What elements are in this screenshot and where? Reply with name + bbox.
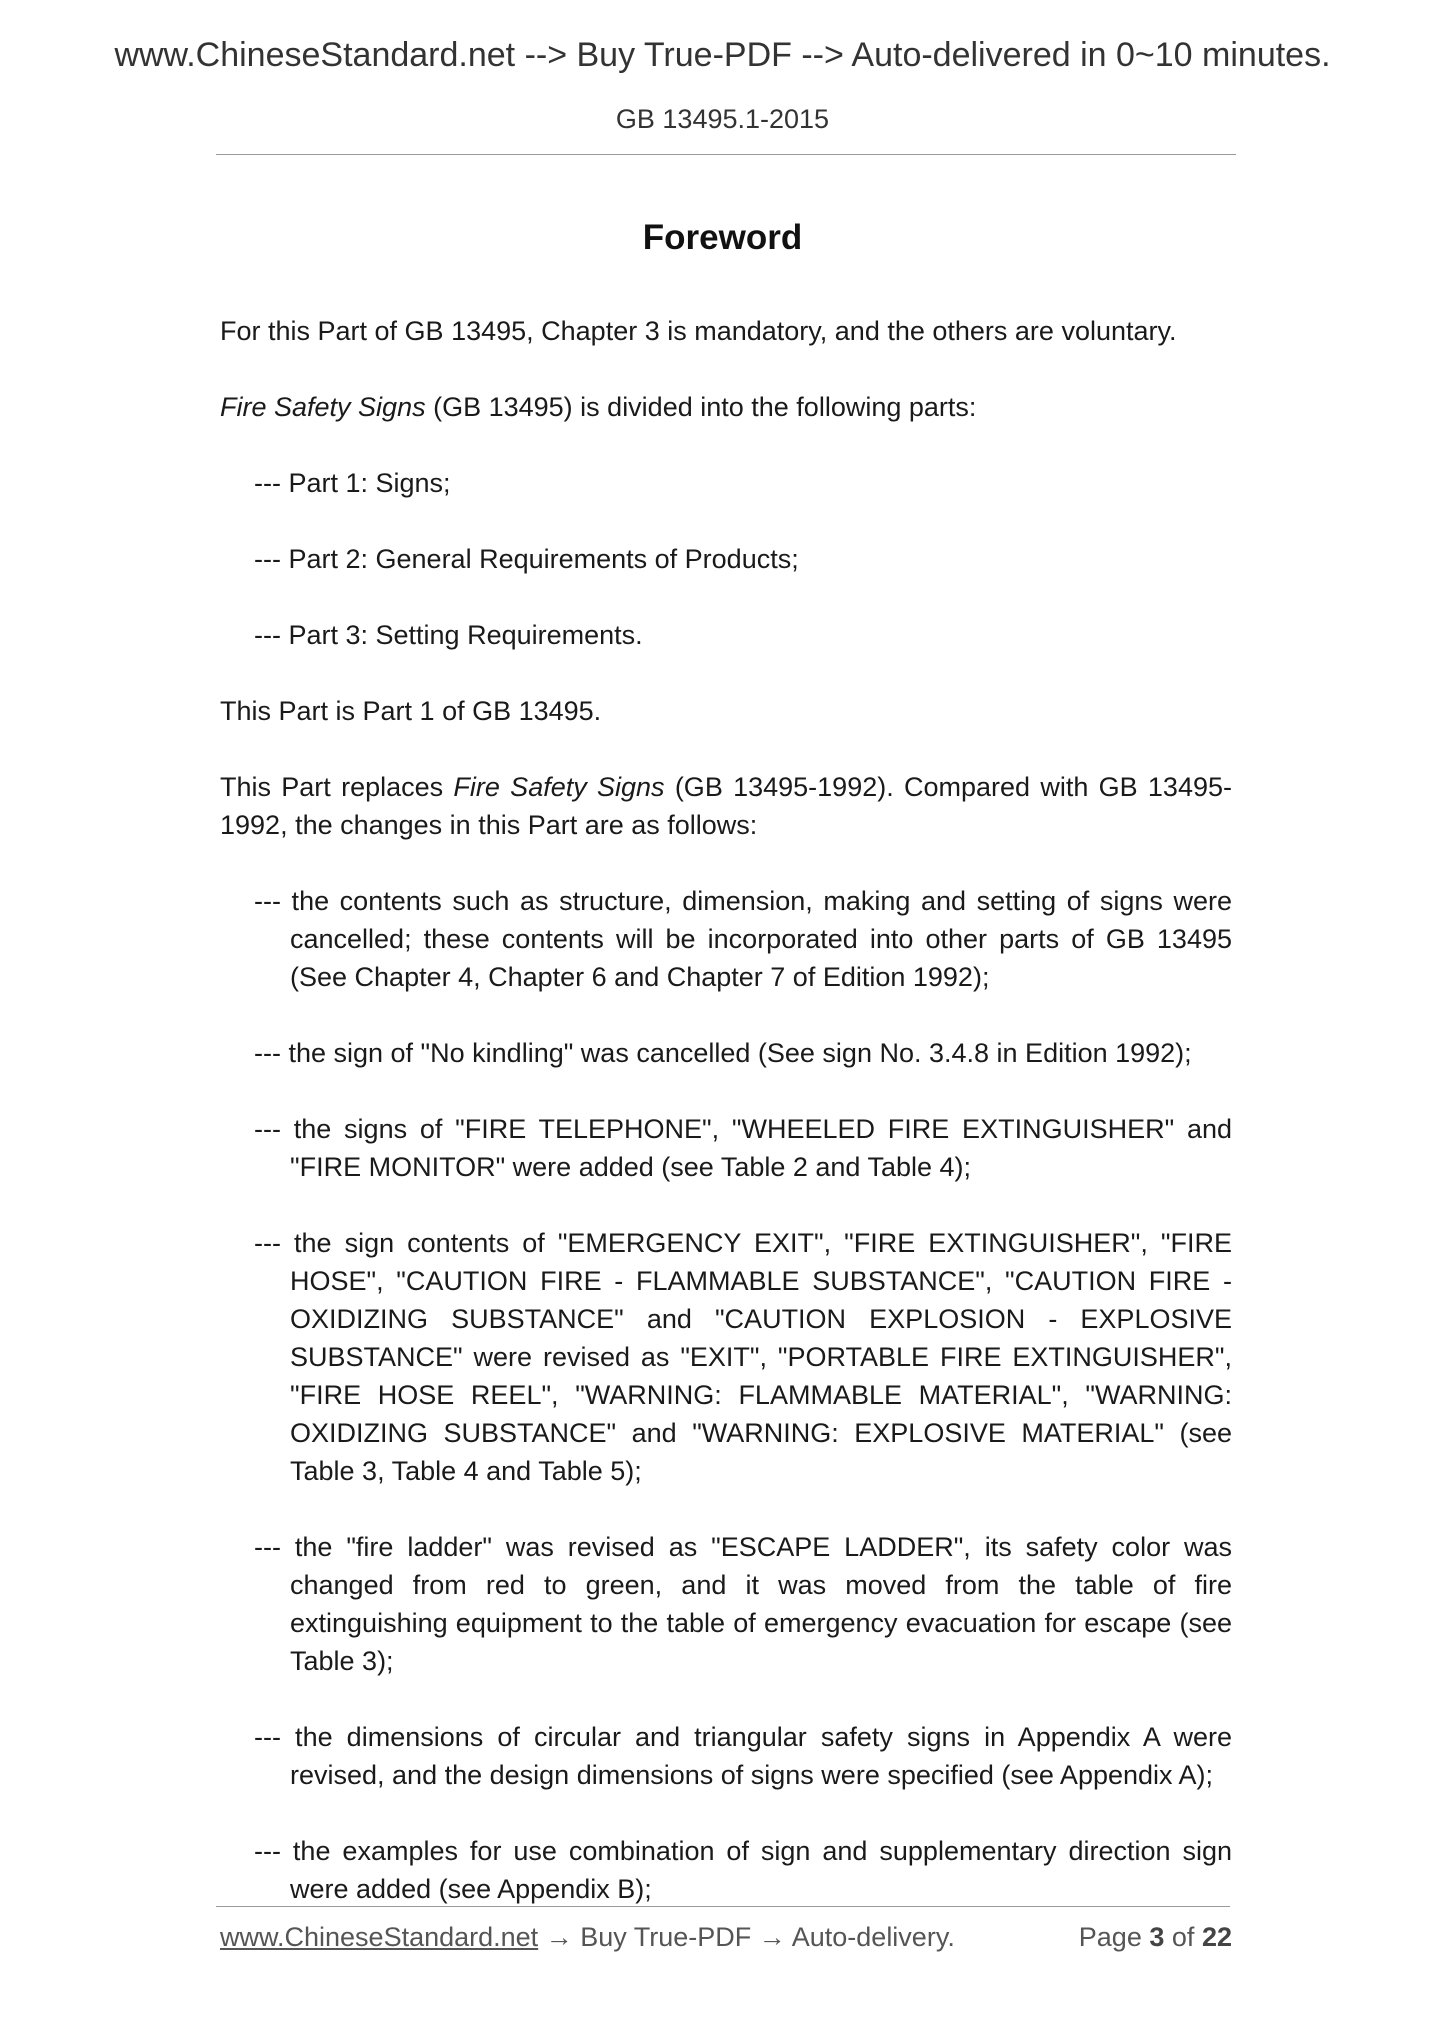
paragraph-part-number: This Part is Part 1 of GB 13495. xyxy=(220,696,602,726)
list-item-change: --- the examples for use combination of sign and supplementary direction sign were added (see Appendix B); xyxy=(254,1836,1232,1904)
list-item-change: --- the sign contents of "EMERGENCY EXIT", "FIRE EXTINGUISHER", "FIRE HOSE", "CAUTION FIRE - FLAMMABLE SUBSTANCE", "CAUTION FIRE - OXIDIZING SUBSTANCE" and "CAUTION EXPLOSION - EXPLOSIVE SUBSTANCE" were revised as "EXIT", "PORTABLE FIRE EXTINGUISHER", "FIRE HOSE REEL", "WARNING: FLAMMABLE MATERIAL", "WARNING: OXIDIZING SUBSTANCE" and "WARNING: EXPLOSIVE MATERIAL" (see Table 3, Table 4 and Table 5); xyxy=(254,1228,1232,1486)
list-item-change: --- the "fire ladder" was revised as "ESCAPE LADDER", its safety color was changed from red to green, and it was moved from the table of fire extinguishing equipment to the table of emergency evacuation for escape (see Table 3); xyxy=(254,1532,1232,1676)
footer-divider xyxy=(216,1906,1230,1907)
paragraph-parts-intro xyxy=(220,388,1232,426)
footer-text: → Buy True-PDF → Auto-delivery. xyxy=(538,1922,955,1952)
page-total: 22 xyxy=(1201,1922,1232,1952)
page-number: 3 xyxy=(1149,1922,1165,1952)
paragraph-replaces-text: (GB 13495-1992). Compared with GB 13495-1992, the changes in this Part are as follows: xyxy=(220,772,1232,840)
paragraph-mandatory: For this Part of GB 13495, Chapter 3 is mandatory, and the others are voluntary. xyxy=(220,316,1177,346)
header-divider xyxy=(216,154,1236,155)
list-item-part: --- Part 3: Setting Requirements. xyxy=(254,620,643,650)
list-item-change: --- the contents such as structure, dimension, making and setting of signs were cancelled; these contents will be incorporated into other parts of GB 13495 (See Chapter 4, Chapter 6 and Chapter 7 of Edition 1992); xyxy=(254,886,1232,992)
standard-title-italic: Fire Safety Signs xyxy=(220,392,426,422)
document-body xyxy=(220,312,1232,1946)
page-title: Foreword xyxy=(642,218,803,257)
top-banner: www.ChineseStandard.net --> Buy True-PDF --> Auto-delivered in 0~10 minutes. xyxy=(114,36,1331,74)
list-item-change: --- the dimensions of circular and triangular safety signs in Appendix A were revised, and the design dimensions of signs were specified (see Appendix A); xyxy=(254,1722,1232,1790)
paragraph-replaces-text: This Part replaces xyxy=(220,772,454,802)
list-item-change: --- the sign of "No kindling" was cancelled (See sign No. 3.4.8 in Edition 1992); xyxy=(254,1038,1192,1068)
of-label: of xyxy=(1171,1922,1195,1952)
page-label: Page xyxy=(1078,1922,1142,1952)
footer-site-link[interactable]: www.ChineseStandard.net xyxy=(220,1922,539,1952)
footer-left xyxy=(220,1922,955,1953)
standard-title-italic: Fire Safety Signs xyxy=(453,772,665,802)
paragraph-replaces xyxy=(220,768,1232,844)
list-item-part: --- Part 1: Signs; xyxy=(254,468,451,498)
document-code: GB 13495.1-2015 xyxy=(615,104,830,134)
list-item-part: --- Part 2: General Requirements of Products; xyxy=(254,544,799,574)
list-item-change: --- the signs of "FIRE TELEPHONE", "WHEELED FIRE EXTINGUISHER" and "FIRE MONITOR" were added (see Table 2 and Table 4); xyxy=(254,1114,1232,1182)
page-footer xyxy=(220,1922,1232,1953)
page-indicator xyxy=(1079,1922,1232,1953)
paragraph-parts-intro-text: (GB 13495) is divided into the following parts: xyxy=(425,392,977,422)
